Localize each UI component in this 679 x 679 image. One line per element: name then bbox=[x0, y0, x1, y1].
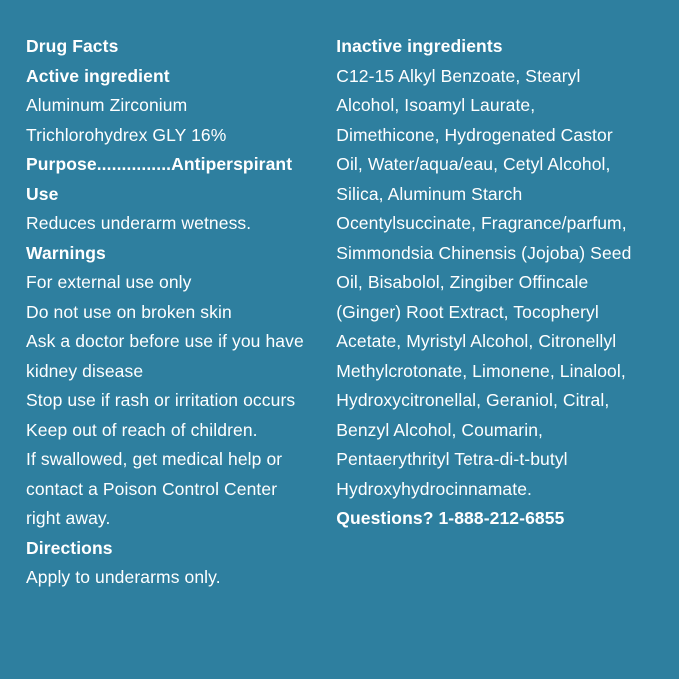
inactive-line-12: Hydroxycitronellal, Geraniol, Citral, bbox=[336, 390, 610, 410]
drug-facts-title: Drug Facts bbox=[26, 36, 119, 56]
inactive-line-13: Benzyl Alcohol, Coumarin, bbox=[336, 419, 544, 440]
purpose-heading: Purpose...............Antiperspirant bbox=[26, 154, 293, 174]
warning-line-7: If swallowed, get medical help or bbox=[26, 449, 283, 469]
inactive-line-3: Dimethicone, Hydrogenated Castor bbox=[336, 124, 613, 145]
inactive-line-6: Ocentylsuccinate, Fragrance/parfum, bbox=[336, 213, 627, 233]
active-ingredient-heading: Active ingredient bbox=[26, 65, 170, 86]
use-text: Reduces underarm wetness. bbox=[26, 213, 252, 233]
right-column bbox=[336, 32, 653, 534]
inactive-line-1: C12-15 Alkyl Benzoate, Stearyl bbox=[336, 65, 581, 86]
questions-line: Questions? 1-888-212-6855 bbox=[336, 508, 565, 528]
inactive-ingredients-heading: Inactive ingredients bbox=[336, 36, 503, 56]
warning-line-6: Keep out of reach of children. bbox=[26, 419, 258, 440]
inactive-line-5: Silica, Aluminum Starch bbox=[336, 183, 523, 204]
inactive-line-2: Alcohol, Isoamyl Laurate, bbox=[336, 95, 536, 115]
warnings-heading: Warnings bbox=[26, 242, 106, 263]
active-ingredient-line-2: Trichlorohydrex GLY 16% bbox=[26, 124, 227, 145]
warning-line-3: Ask a doctor before use if you have bbox=[26, 331, 304, 351]
inactive-line-11: Methylcrotonate, Limonene, Linalool, bbox=[336, 360, 626, 381]
directions-heading: Directions bbox=[26, 537, 113, 558]
warning-line-4: kidney disease bbox=[26, 360, 144, 381]
warning-line-9: right away. bbox=[26, 508, 111, 528]
inactive-line-4: Oil, Water/aqua/eau, Cetyl Alcohol, bbox=[336, 154, 611, 174]
warning-line-8: contact a Poison Control Center bbox=[26, 478, 278, 499]
inactive-line-15: Hydroxyhydrocinnamate. bbox=[336, 478, 532, 499]
warning-line-1: For external use only bbox=[26, 272, 192, 292]
directions-text: Apply to underarms only. bbox=[26, 567, 221, 587]
inactive-line-14: Pentaerythrityl Tetra-di-t-butyl bbox=[336, 449, 568, 469]
left-column bbox=[26, 32, 336, 593]
warning-line-5: Stop use if rash or irritation occurs bbox=[26, 390, 296, 410]
inactive-line-10: Acetate, Myristyl Alcohol, Citronellyl bbox=[336, 331, 617, 351]
warning-line-2: Do not use on broken skin bbox=[26, 301, 232, 322]
inactive-line-9: (Ginger) Root Extract, Tocopheryl bbox=[336, 301, 599, 322]
active-ingredient-line-1: Aluminum Zirconium bbox=[26, 95, 188, 115]
use-heading: Use bbox=[26, 183, 59, 204]
inactive-line-8: Oil, Bisabolol, Zingiber Offincale bbox=[336, 272, 589, 292]
inactive-line-7: Simmondsia Chinensis (Jojoba) Seed bbox=[336, 242, 632, 263]
